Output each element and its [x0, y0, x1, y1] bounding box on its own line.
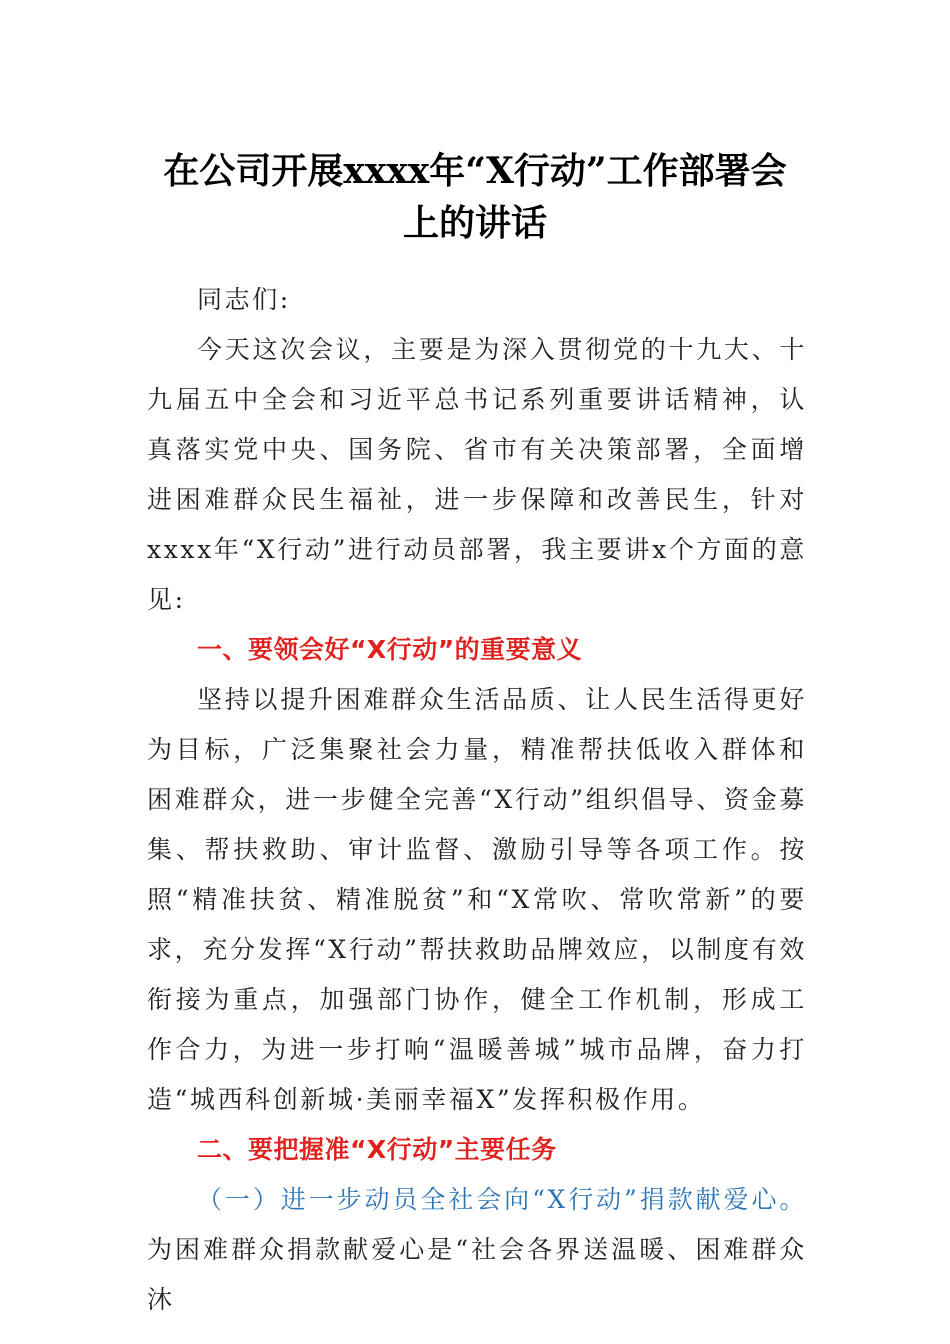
section-2-heading: 二、要把握准“X行动”主要任务	[197, 1135, 557, 1164]
title-line-2: 上的讲话	[402, 202, 547, 244]
section-2-paragraph	[147, 1175, 807, 1325]
document-body	[147, 275, 807, 1325]
salutation: 同志们:	[197, 285, 291, 314]
document-title	[100, 145, 850, 249]
section-1-paragraph: 坚持以提升困难群众生活品质、让人民生活得更好为目标，广泛集聚社会力量，精准帮扶低收入群体和困难群众，进一步健全完善“X行动”组织倡导、资金募集、帮扶救助、审计监督、激励引导等各项工作。按照“精准扶贫、精准脱贫”和“X常吹、常吹常新”的要求，充分发挥“X行动”帮扶救助品牌效应，以制度有效衔接为重点，加强部门协作，健全工作机制，形成工作合力，为进一步打响“温暖善城”城市品牌，奋力打造“城西科创新城·美丽幸福X”发挥积极作用。	[147, 685, 807, 1114]
subsection-1-heading: （一）进一步动员全社会向“X行动”捐款献爱心。	[197, 1185, 807, 1214]
title-line-1: 在公司开展xxxx年“X行动”工作部署会	[163, 150, 787, 192]
section-1-heading: 一、要领会好“X行动”的重要意义	[197, 635, 583, 664]
subsection-1-text: 为困难群众捐款献爱心是“社会各界送温暖、困难群众沐	[147, 1235, 807, 1314]
intro-paragraph: 今天这次会议，主要是为深入贯彻党的十九大、十九届五中全会和习近平总书记系列重要讲话精神，认真落实党中央、国务院、省市有关决策部署，全面增进困难群众民生福祉，进一步保障和改善民生，针对xxxx年“X行动”进行动员部署，我主要讲x个方面的意见:	[147, 335, 807, 614]
